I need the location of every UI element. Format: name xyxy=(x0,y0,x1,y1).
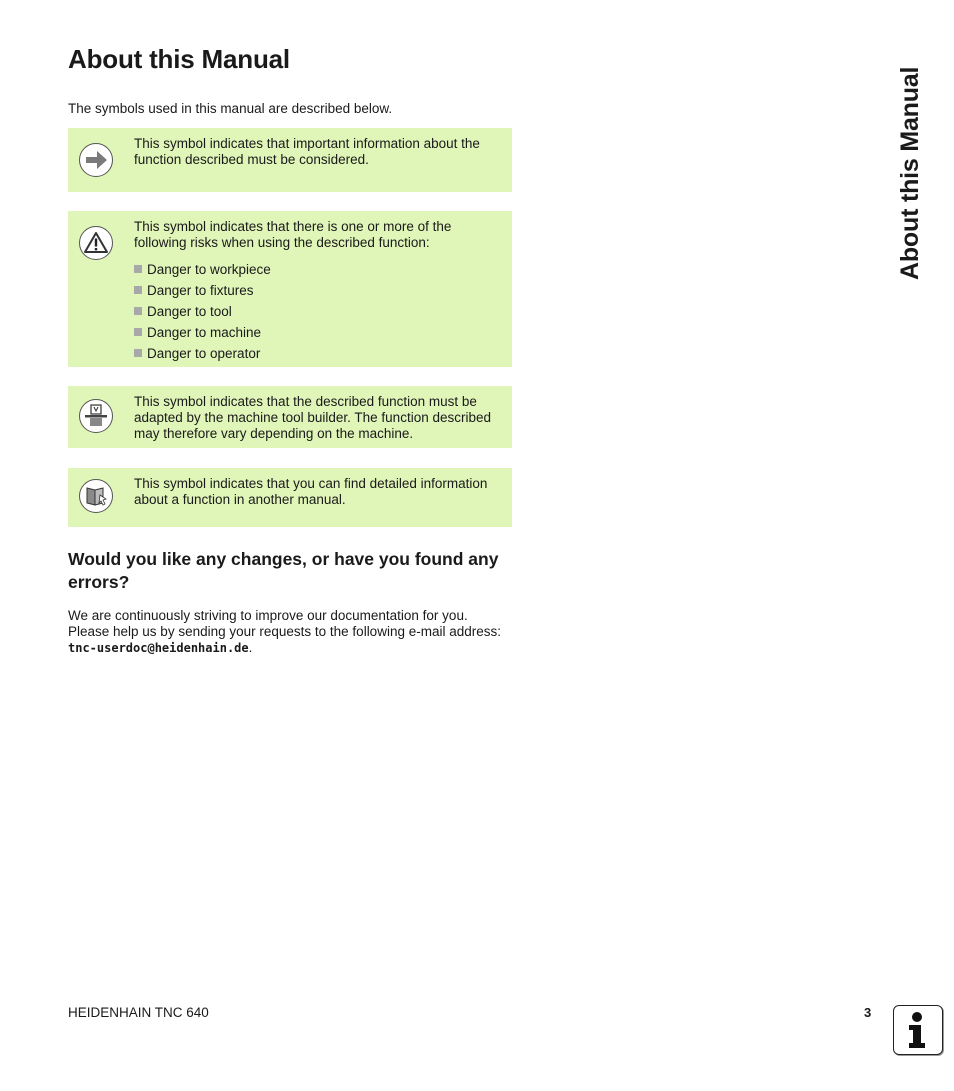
note-important-info xyxy=(68,128,512,192)
list-item: Danger to machine xyxy=(134,322,502,343)
bullet-square-icon xyxy=(134,307,142,315)
arrow-right-icon xyxy=(79,143,113,177)
page-number: 3 xyxy=(864,1005,872,1020)
side-tab-title: About this Manual xyxy=(896,66,924,280)
note-another-manual xyxy=(68,468,512,527)
bullet-square-icon xyxy=(134,286,142,294)
note-text: This symbol indicates that the described function must be adapted by the machine tool builder. The function described may therefore vary depending on the machine. xyxy=(134,394,491,441)
note-text: This symbol indicates that important information about the function described must be considered. xyxy=(134,136,480,167)
bullet-square-icon xyxy=(134,349,142,357)
warning-triangle-icon xyxy=(79,226,113,260)
risk-list xyxy=(134,259,502,364)
note-text-block xyxy=(134,219,502,364)
page-title: About this Manual xyxy=(68,44,290,74)
list-item: Danger to tool xyxy=(134,301,502,322)
list-item: Danger to fixtures xyxy=(134,280,502,301)
note-machine-builder xyxy=(68,386,512,448)
list-item: Danger to workpiece xyxy=(134,259,502,280)
note-text: This symbol indicates that you can find detailed information about a function in another manual. xyxy=(134,476,488,507)
feedback-heading: Would you like any changes, or have you found any errors? xyxy=(68,549,499,592)
machine-builder-icon xyxy=(79,399,113,433)
note-text: This symbol indicates that there is one or more of the following risks when using the described function: xyxy=(134,219,452,250)
intro-text: The symbols used in this manual are described below. xyxy=(68,101,393,116)
book-manual-icon xyxy=(79,479,113,513)
bullet-square-icon xyxy=(134,265,142,273)
feedback-text: We are continuously striving to improve our documentation for you. Please help us by sending your requests to the following e-mail address: tnc-userdoc@heidenhain.de. xyxy=(68,608,501,655)
note-risks xyxy=(68,211,512,367)
email-link[interactable]: tnc-userdoc@heidenhain.de xyxy=(68,641,249,655)
footer-product: HEIDENHAIN TNC 640 xyxy=(68,1005,209,1020)
list-item: Danger to operator xyxy=(134,343,502,364)
bullet-square-icon xyxy=(134,328,142,336)
info-icon xyxy=(893,1005,943,1055)
